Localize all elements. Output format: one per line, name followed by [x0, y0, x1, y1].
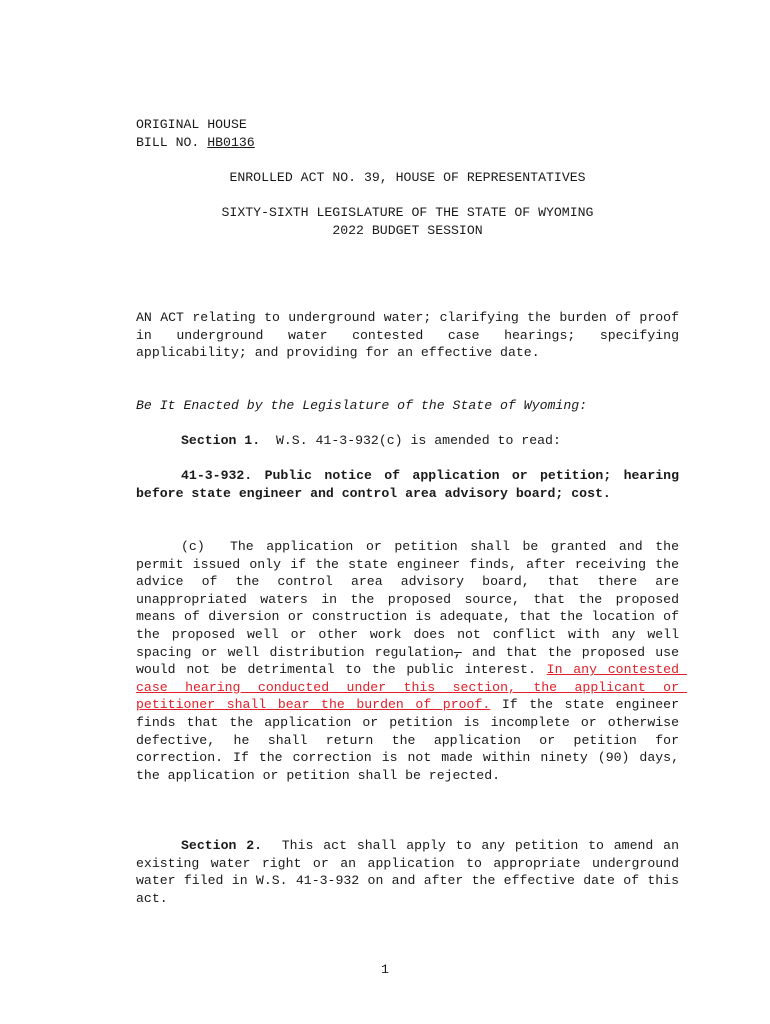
subsection-c-part3: If the state engineer finds that the application or petition is incomplete or otherwise defective, he shall return the application or petition for correction. If the correction is not made within ninety (90) days, the application or petition shall be rejected.	[136, 697, 687, 783]
section-2-text: This act shall apply to any petition to amend an existing water right or an application to appropriate underground water filed in W.S. 41-3-932 on and after the effective date of this act.	[136, 838, 687, 906]
enacting-clause: Be It Enacted by the Legislature of the State of Wyoming:	[136, 398, 588, 413]
section-1-label: Section 1.	[181, 433, 261, 448]
section-1-text: W.S. 41-3-932(c) is amended to read:	[260, 433, 561, 448]
legislature-line: SIXTY-SIXTH LEGISLATURE OF THE STATE OF WYOMING	[221, 205, 594, 220]
statute-heading: 41-3-932. Public notice of application or petition; hearing before state engineer and control area advisory board; cost.	[136, 468, 687, 501]
original-house-label: ORIGINAL HOUSE	[136, 117, 247, 132]
section-1	[136, 432, 679, 450]
subsection-c-part1: (c) The application or petition shall be granted and the permit issued only if the state engineer finds, after receiving the advice of the control area advisory board, that there are unappropriated waters in the proposed source, that the proposed means of diversion or construction is adequate, that the location of the proposed well or other work does not conflict with any well spacing or well distribution regulation	[136, 539, 687, 660]
subsection-c-part2: and that the proposed use would not be detrimental to the public interest.	[136, 644, 687, 678]
struck-comma: ,	[453, 644, 462, 660]
inserted-text: In any contested case hearing conducted under this section, the applicant or petitioner shall bear the burden of proof.	[136, 662, 687, 713]
bill-number: HB0136	[207, 134, 255, 150]
bill-header	[136, 116, 679, 151]
section-2-label: Section 2.	[181, 838, 263, 853]
enrolled-act-line: ENROLLED ACT NO. 39, HOUSE OF REPRESENTATIVES	[229, 170, 586, 185]
subsection-c	[136, 538, 687, 784]
act-title: AN ACT relating to underground water; clarifying the burden of proof in underground water contested case hearings; specifying applicability; and providing for an effective date.	[136, 310, 687, 361]
bill-no-prefix: BILL NO.	[136, 134, 208, 150]
section-2	[136, 837, 687, 907]
page-number: 1	[381, 962, 389, 977]
session-line: 2022 BUDGET SESSION	[332, 223, 483, 238]
